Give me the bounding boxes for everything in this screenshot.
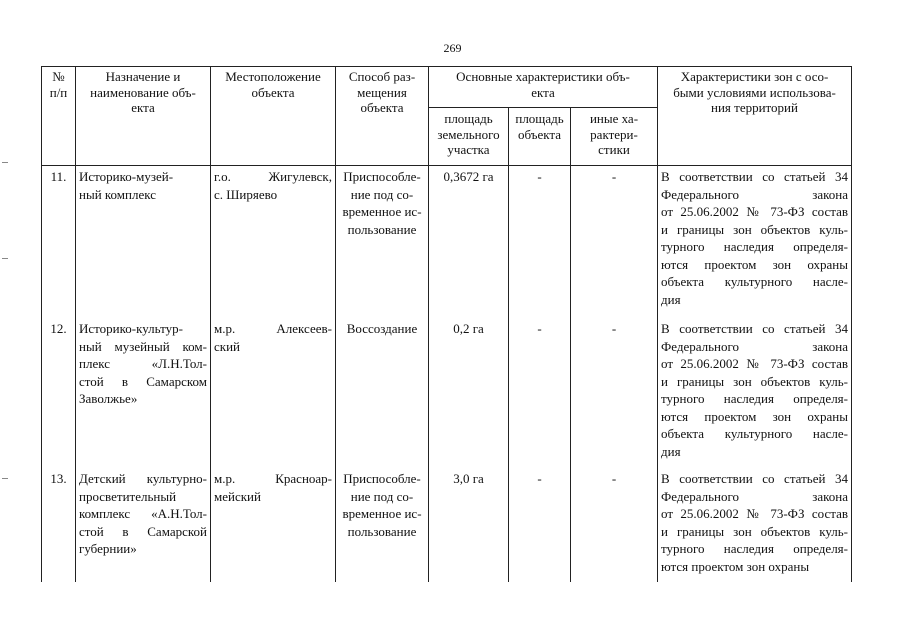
row-number: 12.	[42, 310, 76, 462]
text-line: ный комплекс	[79, 186, 157, 202]
text-line: Местоположение	[225, 69, 321, 84]
text-line: ский	[214, 338, 240, 354]
row-number: 11.	[42, 166, 76, 311]
other-characteristics: -	[571, 166, 658, 311]
text-line: Основные характеристики объ-	[456, 69, 630, 84]
placement-method	[336, 310, 429, 462]
text-line: В соответствии со статьей 34	[661, 321, 848, 336]
header-location	[211, 67, 336, 166]
text-line: турного наследия определя-	[661, 391, 848, 406]
land-area: 0,3672 га	[429, 166, 509, 311]
object-location	[211, 166, 336, 311]
margin-mark	[2, 478, 8, 479]
header-other	[571, 108, 658, 166]
text-line: объекта культурного насле-	[661, 274, 848, 289]
text-line: Историко-культур-	[79, 321, 183, 336]
header-num	[42, 67, 76, 166]
table-row	[42, 310, 852, 462]
text-line: пользование	[347, 523, 417, 539]
text-line: турного наследия определя-	[661, 239, 848, 254]
row-number: 13.	[42, 462, 76, 582]
objects-table	[41, 66, 852, 582]
text-line: Воссоздание	[346, 321, 418, 336]
table-row	[42, 462, 852, 582]
zone-characteristics	[658, 166, 852, 311]
text-line: площадь	[444, 111, 493, 126]
header-method	[336, 67, 429, 166]
text-line: Характеристики зон с осо-	[680, 69, 829, 84]
header-name	[76, 67, 211, 166]
text-line: объекта культурного насле-	[661, 426, 848, 441]
text-line: екта	[131, 100, 155, 115]
text-line: плекс «Л.Н.Тол-	[79, 356, 207, 371]
text-line: комплекс «А.Н.Тол-	[79, 506, 207, 521]
text-line: В соответствии со статьей 34	[661, 169, 848, 184]
text-line: Историко-музей-	[79, 169, 174, 184]
text-line: Детский культурно-	[79, 471, 207, 486]
text-line: объекта	[251, 84, 295, 100]
object-name	[76, 166, 211, 311]
object-area: -	[509, 310, 571, 462]
text-line: стой в Самарской	[79, 523, 207, 539]
text-line: Назначение и	[105, 69, 181, 84]
table-row	[42, 166, 852, 311]
text-line: от 25.06.2002 № 73-ФЗ состав	[661, 204, 848, 219]
text-line: В соответствии со статьей 34	[661, 471, 848, 486]
text-line: от 25.06.2002 № 73-ФЗ состав	[661, 356, 848, 371]
text-line: ный музейный ком-	[79, 338, 207, 354]
text-line: турного наследия определя-	[661, 541, 848, 556]
text-line: объекта	[360, 100, 404, 115]
text-line: Федерального закона	[661, 338, 848, 354]
text-line: ются проектом зон охраны	[661, 408, 848, 424]
text-line: объекта	[517, 126, 562, 142]
margin-mark	[2, 258, 8, 259]
text-line: №	[52, 69, 65, 84]
text-line: Федерального закона	[661, 186, 848, 202]
other-characteristics: -	[571, 310, 658, 462]
text-line: дия	[661, 443, 681, 459]
land-area: 0,2 га	[429, 310, 509, 462]
placement-method	[336, 166, 429, 311]
text-line: и границы зон объектов куль-	[661, 523, 848, 539]
header-land-area	[429, 108, 509, 166]
text-line: быми условиями использова-	[673, 84, 836, 100]
text-line: Приспособле-	[343, 471, 421, 486]
text-line: стой в Самарском	[79, 373, 207, 389]
text-line: Заволжье»	[79, 391, 138, 406]
text-line: м.р. Алексеев-	[214, 321, 332, 336]
text-line: с. Ширяево	[214, 186, 278, 202]
text-line: и границы зон объектов куль-	[661, 221, 848, 237]
text-line: м.р. Красноар-	[214, 471, 332, 486]
text-line: екта	[531, 84, 555, 100]
text-line: наименование объ-	[90, 84, 196, 100]
text-line: просветительный	[79, 488, 177, 504]
text-line: губернии»	[79, 541, 137, 556]
zone-characteristics	[658, 310, 852, 462]
text-line: п/п	[49, 84, 68, 100]
text-line: ния территорий	[711, 100, 798, 115]
table-body	[42, 166, 852, 583]
header-main-characteristics	[429, 67, 658, 108]
placement-method	[336, 462, 429, 582]
header-object-area	[509, 108, 571, 166]
table-header	[42, 67, 852, 166]
text-line: иные ха-	[589, 111, 639, 126]
text-line: Приспособле-	[343, 169, 421, 184]
margin-mark	[2, 162, 8, 163]
text-line: г.о. Жигулевск,	[214, 169, 332, 184]
object-name	[76, 462, 211, 582]
text-line: ние под со-	[350, 488, 414, 504]
text-line: пользование	[347, 221, 417, 237]
header-zones	[658, 67, 852, 166]
text-line: земельного	[437, 126, 500, 142]
other-characteristics: -	[571, 462, 658, 582]
object-name	[76, 310, 211, 462]
object-area: -	[509, 166, 571, 311]
text-line: ются проектом зон охраны	[661, 558, 810, 574]
text-line: Способ раз-	[348, 69, 416, 84]
object-location	[211, 310, 336, 462]
text-line: ние под со-	[350, 186, 414, 202]
text-line: временное ис-	[342, 204, 422, 219]
text-line: Федерального закона	[661, 488, 848, 504]
text-line: площадь	[515, 111, 564, 126]
text-line: от 25.06.2002 № 73-ФЗ состав	[661, 506, 848, 521]
text-line: стики	[598, 142, 630, 157]
text-line: временное ис-	[342, 506, 422, 521]
text-line: участка	[447, 142, 490, 157]
object-area: -	[509, 462, 571, 582]
text-line: дия	[661, 291, 681, 307]
object-location	[211, 462, 336, 582]
land-area: 3,0 га	[429, 462, 509, 582]
page-number: 269	[443, 41, 462, 55]
text-line: ются проектом зон охраны	[661, 256, 848, 272]
text-line: рактери-	[590, 126, 638, 142]
text-line: мещения	[357, 84, 407, 100]
zone-characteristics	[658, 462, 852, 582]
text-line: мейский	[214, 488, 261, 504]
text-line: и границы зон объектов куль-	[661, 373, 848, 389]
